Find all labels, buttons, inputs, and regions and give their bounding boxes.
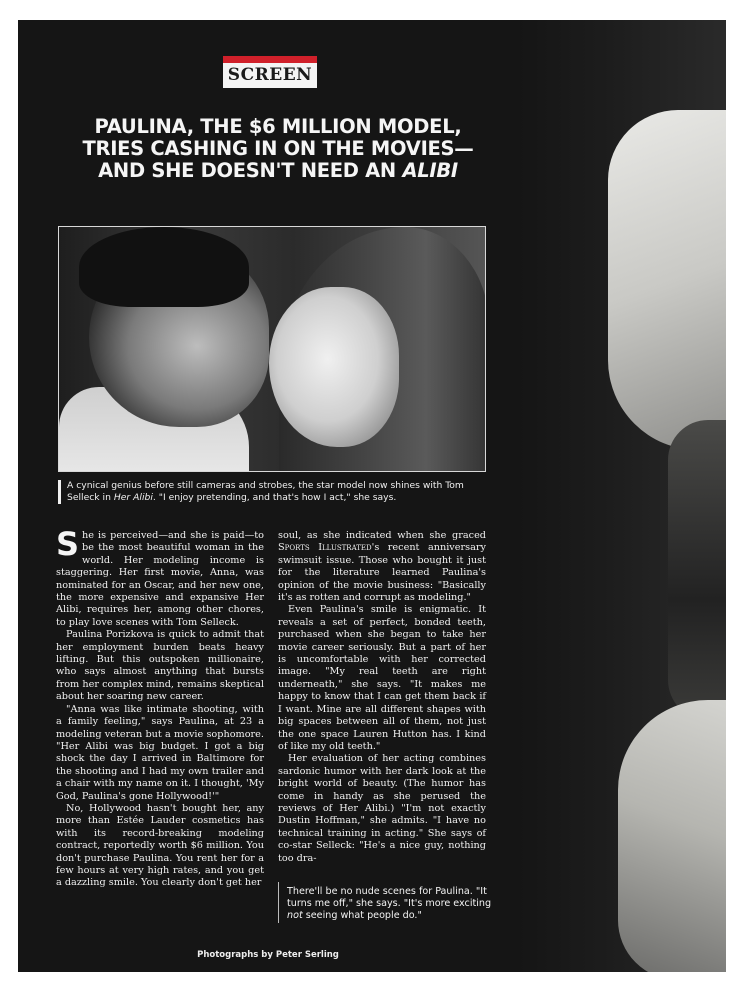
article-column-right [278,530,486,865]
article-paragraph: soul, as she indicated when she graced Sports Illustrated's recent anniversary swimsuit issue. Those who bought it just for the literature learned Paulina's opinion of the movie business: "Basically it's as rotten and corrupt as modeling." [278,530,486,604]
article-paragraph: She is perceived—and she is paid—to be the most beautiful woman in the world. Her modeling income is staggering. Her first movie, Anna, was nominated for an Oscar, and her new one, the more expensive and expansive Her Alibi, requires her, among other chores, to play love scenes with Tom Selleck. [56,525,264,628]
main-photo [58,226,486,472]
section-tag [223,56,317,88]
article-column-left [56,525,264,890]
pull-quote: There'll be no nude scenes for Paulina. "It turns me off," she says. "It's more exciting not seeing what people do." [278,882,497,923]
drop-cap: S [56,525,80,563]
section-label: SCREEN [227,65,313,85]
article-paragraph: Even Paulina's smile is enigmatic. It reveals a set of perfect, bonded teeth, purchased when she began to take her movie career seriously. But a part of her is uncomfortable with her corrected image. "My real teeth are right underneath," she says. "It makes me happy to know that I can get them back if I want. Mine are all different shapes with big spaces between all of them, not just the one space Lauren Hutton has. I kind of like my old teeth." [278,604,486,752]
headline: PAULINA, THE $6 MILLION MODEL, TRIES CASHING IN ON THE MOVIES— AND SHE DOESN'T NEED AN ALIBI [82,115,474,182]
article-paragraph: Paulina Porizkova is quick to admit that her employment burden beats heavy lifting. But this outspoken millionaire, who says almost anything that bursts from her complex mind, remains skeptical about her soaring new career. [56,629,264,703]
side-photo [518,20,726,972]
article-paragraph: "Anna was like intimate shooting, with a family feeling," says Paulina, at 23 a modeling veteran but a movie sophomore. "Her Alibi was big budget. I got a big shock the day I arrived in Baltimore for the shooting and I had my own trailer and a chair with my name on it. I thought, 'My God, Paulina's gone Hollywood!'" [56,703,264,802]
photo-credit: Photographs by Peter Serling [197,950,339,960]
photo-caption: A cynical genius before still cameras and strobes, the star model now shines with Tom Selleck in Her Alibi. "I enjoy pretending, and that's how I act," she says. [58,480,497,504]
article-paragraph: No, Hollywood hasn't bought her, any more than Estée Lauder cosmetics has with its record-breaking modeling contract, reportedly worth $6 million. You don't purchase Paulina. You rent her for a few hours at very high rates, and you get a dazzling smile. You clearly don't get her [56,802,264,889]
magazine-page [18,20,726,972]
article-paragraph: Her evaluation of her acting combines sardonic humor with her dark look at the bright world of beauty. (The humor has come in handy as she perused the reviews of Her Alibi.) "I'm not exactly Dustin Hoffman," she admits. "I have no technical training in acting." She says of co-star Selleck: "He's a nice guy, nothing too dra- [278,753,486,864]
